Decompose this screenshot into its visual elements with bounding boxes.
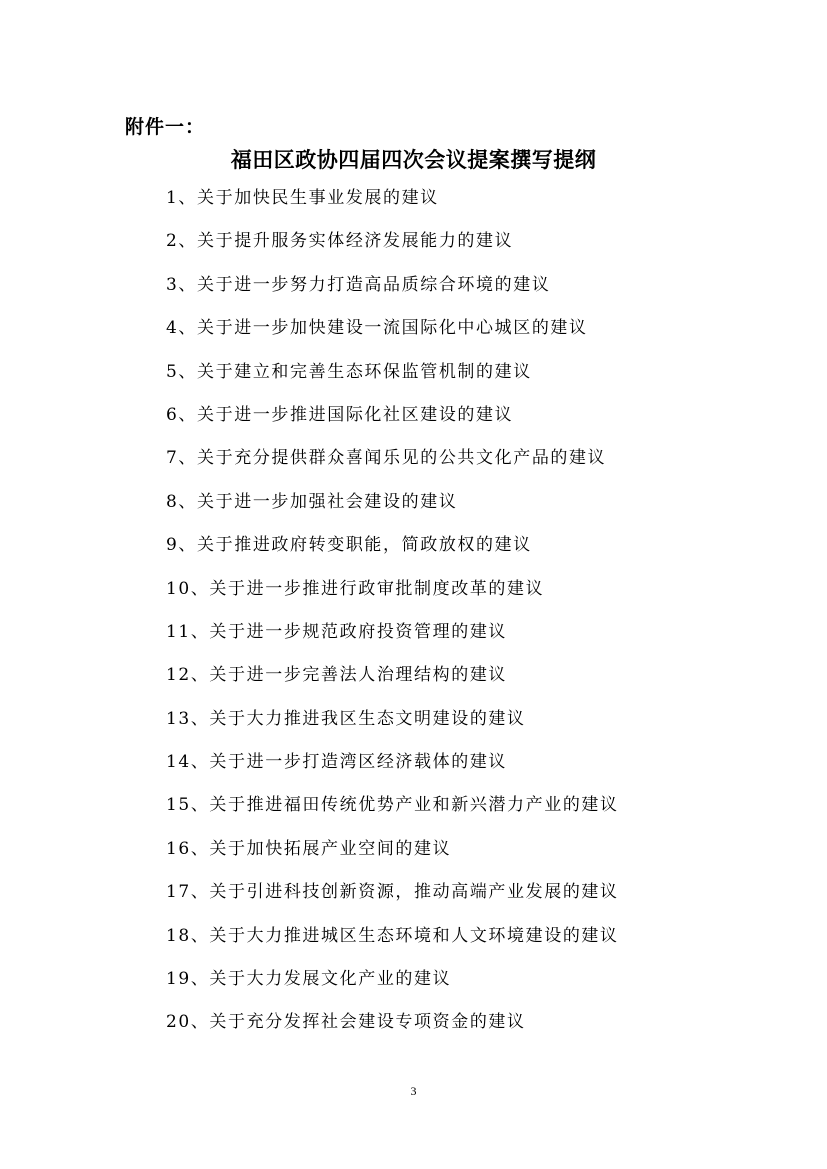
list-item: 10、关于进一步推进行政审批制度改革的建议 — [166, 578, 545, 599]
list-item: 1、关于加快民生事业发展的建议 — [166, 188, 439, 208]
list-item: 20、关于充分发挥社会建设专项资金的建议 — [166, 1012, 526, 1033]
list-item: 11、关于进一步规范政府投资管理的建议 — [166, 621, 508, 642]
list-item: 6、关于进一步推进国际化社区建设的建议 — [166, 404, 514, 425]
list-item: 15、关于推进福田传统优势产业和新兴潜力产业的建议 — [166, 795, 619, 816]
attachment-label: 附件一： — [125, 116, 206, 138]
list-item: 4、关于进一步加快建设一流国际化中心城区的建议 — [166, 318, 588, 339]
list-item: 19、关于大力发展文化产业的建议 — [166, 969, 452, 990]
list-item: 7、关于充分提供群众喜闻乐见的公共文化产品的建议 — [166, 448, 607, 469]
list-item: 2、关于提升服务实体经济发展能力的建议 — [166, 231, 514, 252]
list-item: 13、关于大力推进我区生态文明建设的建议 — [166, 708, 526, 729]
list-item: 18、关于大力推进城区生态环境和人文环境建设的建议 — [166, 925, 619, 946]
list-item: 5、关于建立和完善生态环保监管机制的建议 — [166, 361, 532, 382]
proposal-list — [166, 184, 619, 1052]
list-item: 14、关于进一步打造湾区经济载体的建议 — [166, 752, 508, 773]
page-number: 3 — [410, 1084, 417, 1098]
list-item: 16、关于加快拓展产业空间的建议 — [166, 838, 452, 859]
list-item: 12、关于进一步完善法人治理结构的建议 — [166, 665, 508, 686]
list-item: 17、关于引进科技创新资源，推动高端产业发展的建议 — [166, 882, 619, 903]
list-item: 9、关于推进政府转变职能，简政放权的建议 — [166, 535, 532, 556]
document-title: 福田区政协四届四次会议提案撰写提纲 — [230, 148, 597, 172]
list-item: 8、关于进一步加强社会建设的建议 — [166, 491, 458, 512]
list-item: 3、关于进一步努力打造高品质综合环境的建议 — [166, 274, 551, 295]
